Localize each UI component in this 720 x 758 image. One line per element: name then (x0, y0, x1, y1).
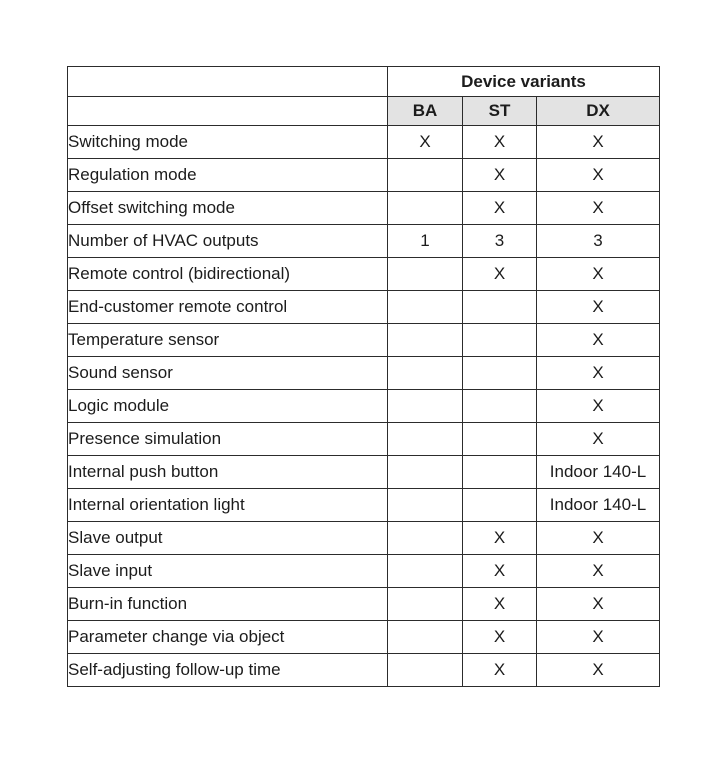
value-cell: X (463, 192, 537, 225)
table-row (68, 357, 660, 390)
table-row (68, 555, 660, 588)
value-cell: X (537, 390, 660, 423)
table-row (68, 522, 660, 555)
feature-cell: Self-adjusting follow-up time (68, 654, 388, 687)
value-cell (388, 654, 463, 687)
table-row (68, 621, 660, 654)
value-cell: X (463, 126, 537, 159)
value-cell (388, 522, 463, 555)
value-cell (388, 423, 463, 456)
device-variants-table (67, 66, 660, 687)
value-cell (463, 357, 537, 390)
value-cell (388, 390, 463, 423)
value-cell: X (537, 423, 660, 456)
value-cell: Indoor 140-L (537, 489, 660, 522)
table-row (68, 489, 660, 522)
value-cell (388, 291, 463, 324)
group-header-row (68, 67, 660, 97)
table-row (68, 291, 660, 324)
value-cell: X (537, 192, 660, 225)
value-cell (463, 423, 537, 456)
value-cell: X (537, 291, 660, 324)
value-cell: X (537, 654, 660, 687)
value-cell: 3 (537, 225, 660, 258)
feature-cell: Internal orientation light (68, 489, 388, 522)
feature-cell: Burn-in function (68, 588, 388, 621)
table-row (68, 159, 660, 192)
feature-cell: Regulation mode (68, 159, 388, 192)
value-cell: X (537, 126, 660, 159)
table-row (68, 126, 660, 159)
feature-cell: Slave output (68, 522, 388, 555)
value-cell (388, 621, 463, 654)
value-cell: X (463, 258, 537, 291)
value-cell (388, 192, 463, 225)
value-cell: X (537, 588, 660, 621)
value-cell (463, 324, 537, 357)
value-cell (463, 456, 537, 489)
value-cell: X (463, 522, 537, 555)
table-row (68, 654, 660, 687)
table-body (68, 126, 660, 687)
column-header-row (68, 97, 660, 126)
value-cell: X (537, 258, 660, 291)
feature-cell: Parameter change via object (68, 621, 388, 654)
value-cell: X (537, 324, 660, 357)
value-cell: X (463, 654, 537, 687)
value-cell (463, 390, 537, 423)
feature-cell: End-customer remote control (68, 291, 388, 324)
feature-cell: Presence simulation (68, 423, 388, 456)
feature-cell: Sound sensor (68, 357, 388, 390)
value-cell (388, 159, 463, 192)
value-cell (463, 489, 537, 522)
table-row (68, 324, 660, 357)
column-header-ba: BA (388, 97, 463, 126)
value-cell: X (463, 555, 537, 588)
feature-cell: Temperature sensor (68, 324, 388, 357)
value-cell: 3 (463, 225, 537, 258)
value-cell: X (537, 159, 660, 192)
table-row (68, 456, 660, 489)
table-row (68, 588, 660, 621)
table-row (68, 423, 660, 456)
value-cell: X (463, 588, 537, 621)
value-cell (388, 357, 463, 390)
table-row (68, 225, 660, 258)
feature-cell: Switching mode (68, 126, 388, 159)
feature-cell: Internal push button (68, 456, 388, 489)
value-cell: 1 (388, 225, 463, 258)
spacer-cell (68, 97, 388, 126)
column-header-dx: DX (537, 97, 660, 126)
table-header (68, 67, 660, 126)
value-cell: X (537, 522, 660, 555)
value-cell (388, 555, 463, 588)
value-cell: X (463, 159, 537, 192)
feature-cell: Offset switching mode (68, 192, 388, 225)
value-cell (463, 291, 537, 324)
spacer-cell (68, 67, 388, 97)
table-row (68, 258, 660, 291)
value-cell: Indoor 140-L (537, 456, 660, 489)
feature-cell: Slave input (68, 555, 388, 588)
value-cell: X (463, 621, 537, 654)
value-cell (388, 588, 463, 621)
value-cell: X (388, 126, 463, 159)
value-cell (388, 324, 463, 357)
value-cell: X (537, 621, 660, 654)
value-cell: X (537, 555, 660, 588)
group-header-device-variants: Device variants (388, 67, 660, 97)
value-cell (388, 258, 463, 291)
feature-cell: Remote control (bidirectional) (68, 258, 388, 291)
value-cell: X (537, 357, 660, 390)
value-cell (388, 489, 463, 522)
table-row (68, 390, 660, 423)
feature-cell: Logic module (68, 390, 388, 423)
column-header-st: ST (463, 97, 537, 126)
value-cell (388, 456, 463, 489)
feature-cell: Number of HVAC outputs (68, 225, 388, 258)
table-row (68, 192, 660, 225)
